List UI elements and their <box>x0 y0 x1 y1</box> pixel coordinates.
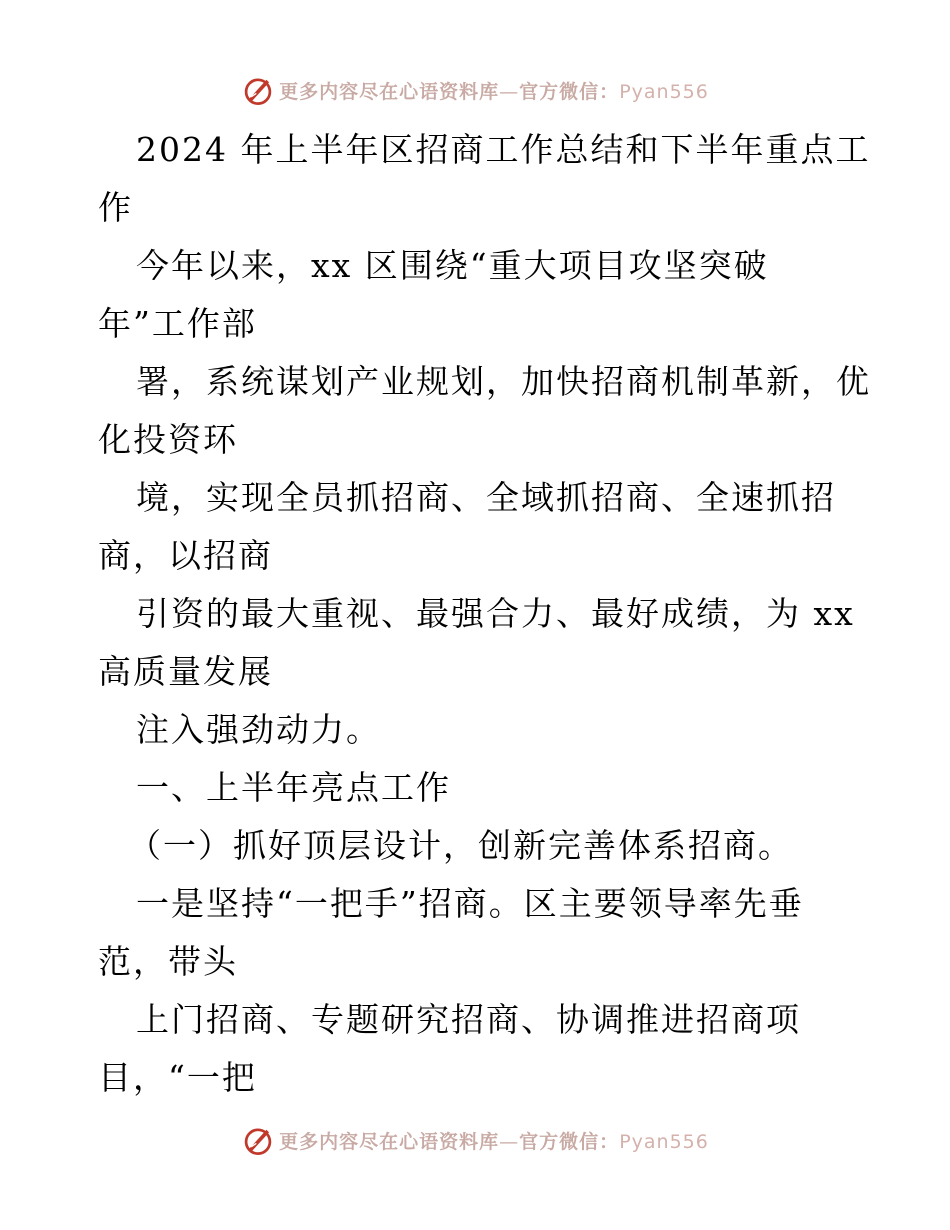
banner-text <box>279 77 709 104</box>
banner-label: 更多内容尽在心语资料库 <box>279 80 500 103</box>
banner-separator: — <box>499 80 520 103</box>
doc-line: 一是坚持“一把手”招商。区主要领导率先垂 <box>136 884 804 923</box>
doc-line: 引资的最大重视、最强合力、最好成绩，为 xx <box>136 594 855 633</box>
doc-line: 署，系统谋划产业规划，加快招商机制革新，优 <box>136 362 871 401</box>
banner-official: 官方微信： <box>519 1130 620 1153</box>
doc-line: 境，实现全员抓招商、全域抓招商、全速抓招 <box>136 478 836 517</box>
doc-line: 化投资环 <box>98 420 238 459</box>
banner-label: 更多内容尽在心语资料库 <box>279 1130 500 1153</box>
footer-banner <box>0 1120 950 1160</box>
doc-title-line-2: 作 <box>98 188 133 227</box>
banner-official: 官方微信： <box>519 80 620 103</box>
doc-line: 目，“一把 <box>98 1058 257 1097</box>
banner-wechat-id: Pyan556 <box>619 1130 709 1153</box>
doc-title-line-1: 2024 年上半年区招商工作总结和下半年重点工 <box>136 130 871 169</box>
doc-line: 今年以来，xx 区围绕“重大项目攻坚突破 <box>136 246 769 285</box>
banner-wechat-id: Pyan556 <box>619 80 709 103</box>
doc-line: 年”工作部 <box>98 304 257 343</box>
quill-pen-logo-icon <box>241 1123 275 1157</box>
doc-line: 上门招商、专题研究招商、协调推进招商项 <box>136 1000 801 1039</box>
doc-line: 高质量发展 <box>98 652 273 691</box>
doc-line: 范，带头 <box>98 942 238 981</box>
doc-line: 商，以招商 <box>98 536 273 575</box>
header-banner <box>0 70 950 110</box>
quill-pen-logo-icon <box>241 73 275 107</box>
section-heading: 一、上半年亮点工作 <box>136 768 451 807</box>
doc-line: 注入强劲动力。 <box>136 710 381 749</box>
banner-text <box>279 1127 709 1154</box>
subsection-heading: （一）抓好顶层设计，创新完善体系招商。 <box>128 826 793 865</box>
banner-separator: — <box>499 1130 520 1153</box>
